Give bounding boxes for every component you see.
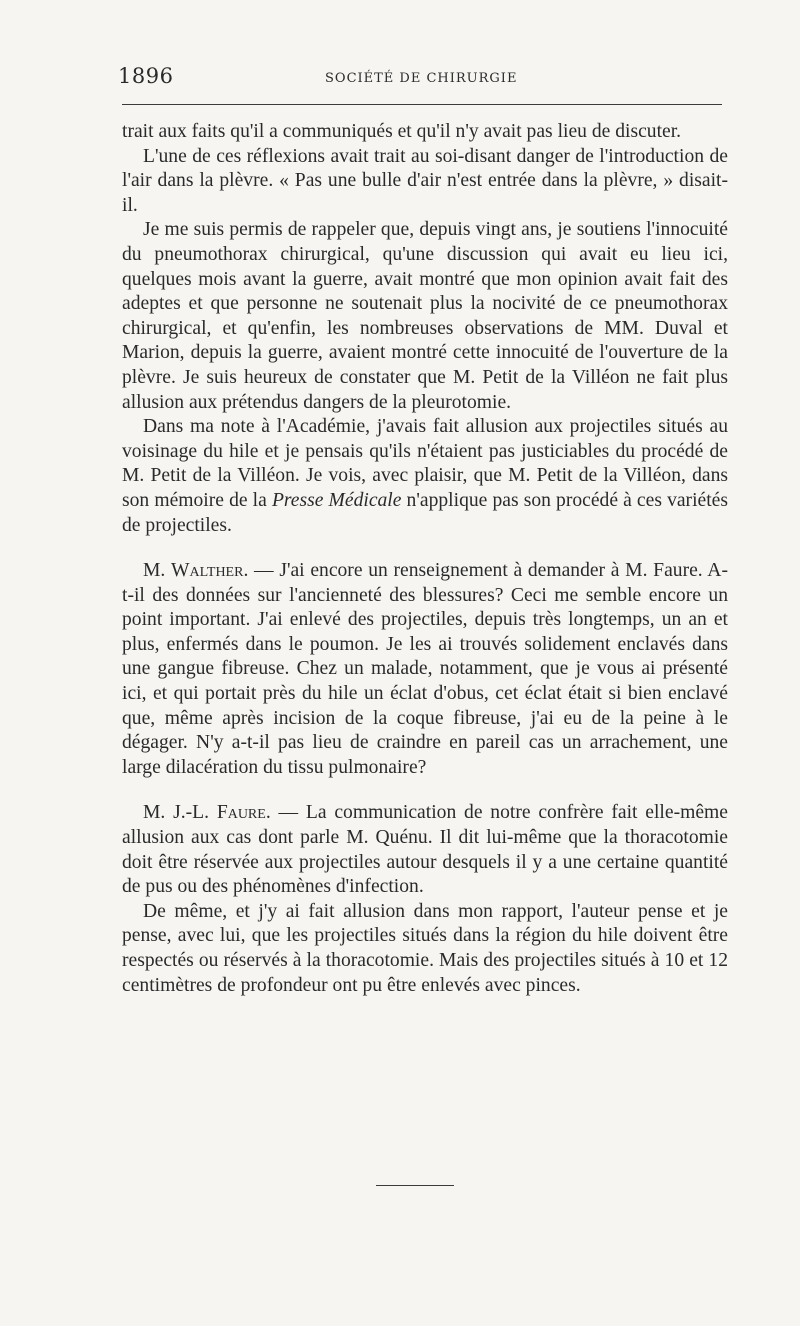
- paragraph-faure: [122, 801, 728, 899]
- paragraph-text-after: n'applique pas son procédé à ces variétés de projectiles.: [122, 489, 728, 536]
- paragraph-pneumothorax: Je me suis permis de rappeler que, depuis vingt ans, je soutiens l'innocuité du pneumothorax chirurgical, qu'une discussion qui avait eu lieu ici, quelques mois avant la guerre, avait montré que mon opinion avait fait des adeptes et que personne ne soutenait plus la nocivité de ce pneumothorax chirurgical, et qu'enfin, les nombreuses observations de MM. Duval et Marion, depuis la guerre, avaient montré cette innocuité de l'ouverture de la plèvre. Je suis heureux de constater que M. Petit de la Villéon ne fait plus allusion aux prétendus dangers de la pleurotomie.: [122, 219, 728, 413]
- speaker-name-walther: Walther: [171, 560, 244, 582]
- journal-title: Presse Médicale: [271, 489, 402, 511]
- speaker-prefix: M.: [143, 560, 172, 582]
- body-text: [122, 120, 728, 998]
- running-head: SOCIÉTÉ DE CHIRURGIE: [325, 71, 518, 86]
- header-rule: [122, 104, 722, 105]
- page-header: [118, 62, 723, 92]
- paragraph-continuation: trait aux faits qu'il a communiqués et qu'il n'y avait pas lieu de discuter.: [122, 121, 682, 142]
- paragraph-text-before: Dans ma note à l'Académie, j'avais fait allusion aux projectiles situés au voisinage du hile et je pensais qu'ils n'étaient pas justiciables du procédé de M. Petit de la Villéon. Je vois, avec plaisir, que M. Petit de la Villéon, dans son mémoire de la: [122, 416, 728, 511]
- page-number: 1896: [118, 64, 174, 88]
- speaker-prefix: M. J.-L.: [143, 802, 217, 824]
- paragraph-reflexions: L'une de ces réflexions avait trait au soi-disant danger de l'introduction de l'air dans la plèvre. « Pas une bulle d'air n'est entrée dans la plèvre, » disait-il.: [122, 145, 728, 216]
- paragraph-projectiles-hile: [122, 415, 728, 538]
- speaker-name-faure: Faure: [216, 802, 266, 824]
- paragraph-walther: [122, 559, 728, 780]
- paragraph-text: . — La communication de notre confrère fait elle-même allusion aux cas dont parle M. Quénu. Il dit lui-même que la thoracotomie doit être réservée aux projectiles autour desquels il y a une certaine quantité de pus ou des phénomènes d'infection.: [122, 802, 728, 898]
- paragraph-text: . — J'ai encore un renseignement à demander à M. Faure. A-t-il des données sur l'ancienneté des blessures? Ceci me semble encore un point important. J'ai enlevé des projectiles, depuis très longtemps, un an et plus, enfermés dans le poumon. Je les ai trouvés solidement enclavés dans une gangue fibreuse. Chez un malade, notamment, que je vous ai présenté ici, et qui portait près du hile un éclat d'obus, cet éclat était si bien enclavé que, même après incision de la coque fibreuse, j'ai eu de la peine à le dégager. N'y a-t-il pas lieu de craindre en pareil cas un arrachement, une large dilacération du tissu pulmonaire?: [122, 560, 728, 778]
- paragraph-de-meme: De même, et j'y ai fait allusion dans mon rapport, l'auteur pense et je pense, avec lui, que les projectiles situés dans la région du hile doivent être respectés ou réservés à la thoracotomie. Mais des projectiles situés à 10 et 12 centimètres de profondeur ont pu être enlevés avec pinces.: [122, 900, 728, 996]
- end-rule: [376, 1185, 454, 1186]
